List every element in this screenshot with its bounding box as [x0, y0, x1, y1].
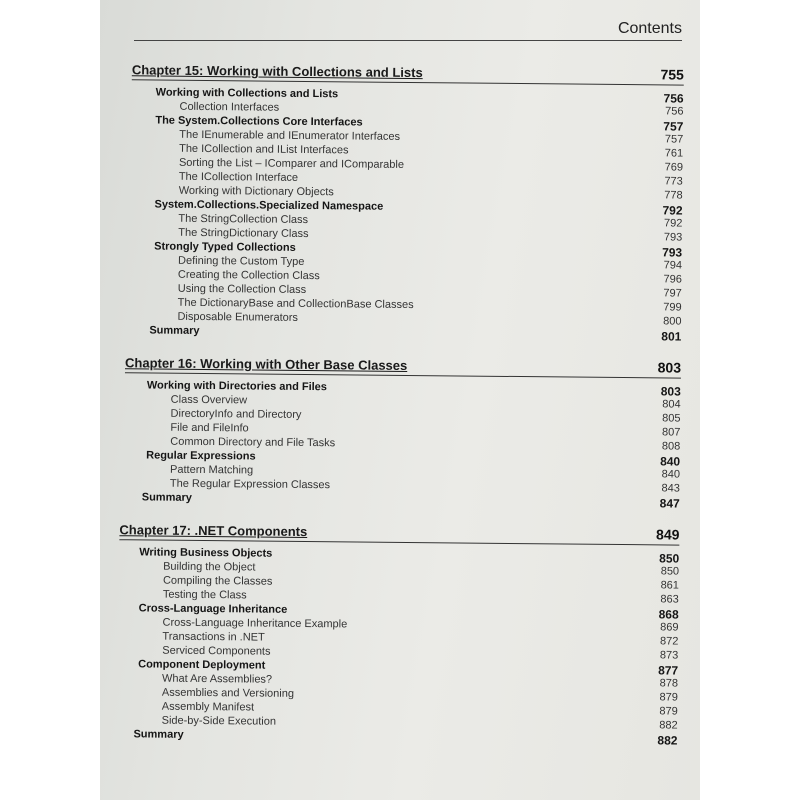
- entry-title: The System.Collections Core Interfaces: [155, 114, 363, 129]
- entry-page-number: 861: [660, 579, 680, 592]
- entry-page-number: 847: [659, 496, 680, 511]
- entry-page-number: 757: [664, 133, 684, 146]
- entry-title: The Regular Expression Classes: [169, 477, 331, 492]
- entry-page-number: 807: [662, 426, 681, 439]
- entry-title: System.Collections.Specialized Namespace: [154, 198, 384, 213]
- entry-page-number: 879: [659, 705, 678, 718]
- entry-title: Disposable Enumerators: [177, 310, 299, 324]
- chapter-title: Chapter 17: .NET Components: [119, 522, 308, 540]
- entry-page-number: 882: [657, 733, 678, 748]
- entry-page-number: 869: [660, 621, 679, 634]
- chapter-block: [100, 517, 696, 760]
- chapter-block: [100, 350, 697, 523]
- entry-title: The DictionaryBase and CollectionBase Classes: [177, 296, 414, 312]
- entry-title: The StringCollection Class: [178, 212, 309, 227]
- entry-title: Summary: [149, 324, 200, 337]
- entry-title: Testing the Class: [162, 588, 247, 602]
- chapter-page-number: 849: [656, 526, 680, 543]
- entry-page-number: 877: [658, 663, 679, 678]
- entry-title: Assemblies and Versioning: [161, 686, 295, 700]
- entry-title: Working with Directories and Files: [146, 379, 328, 394]
- entry-page-number: 792: [662, 203, 683, 218]
- entry-title: Writing Business Objects: [139, 546, 273, 560]
- entry-page-number: 769: [664, 161, 684, 174]
- entry-title: Defining the Custom Type: [177, 254, 305, 268]
- entry-title: The IEnumerable and IEnumerator Interfaces: [179, 128, 401, 143]
- entry-page-number: 850: [660, 565, 680, 578]
- entry-title: File and FileInfo: [170, 421, 249, 435]
- entry-page-number: 805: [662, 412, 681, 425]
- entry-page-number: 878: [659, 677, 679, 690]
- entry-page-number: 796: [663, 273, 682, 286]
- entry-page-number: 840: [660, 454, 681, 469]
- entry-page-number: 756: [665, 105, 684, 118]
- entry-title: Compiling the Classes: [162, 574, 273, 588]
- entry-title: Creating the Collection Class: [177, 268, 320, 283]
- entry-page-number: 873: [659, 649, 679, 662]
- entry-title: The ICollection and IList Interfaces: [179, 142, 349, 157]
- entry-title: Collection Interfaces: [179, 100, 280, 114]
- entry-page-number: 872: [659, 635, 679, 648]
- entry-page-number: 761: [664, 147, 684, 160]
- entry-title: Class Overview: [170, 393, 248, 407]
- entry-title: Using the Collection Class: [177, 282, 307, 296]
- entry-page-number: 808: [661, 440, 681, 453]
- entry-page-number: 843: [661, 482, 680, 495]
- entry-title: Common Directory and File Tasks: [170, 435, 336, 450]
- entry-title: Side-by-Side Execution: [161, 714, 277, 728]
- entry-page-number: 773: [664, 175, 683, 188]
- chapter-title: Chapter 16: Working with Other Base Classes: [124, 355, 408, 373]
- entry-title: Pattern Matching: [169, 463, 254, 477]
- entry-page-number: 778: [664, 189, 683, 202]
- chapter-title: Chapter 15: Working with Collections and Lists: [131, 62, 423, 81]
- entry-title: Cross-Language Inheritance: [138, 602, 288, 616]
- entry-title: Transactions in .NET: [162, 630, 265, 644]
- entry-title: What Are Assemblies?: [161, 672, 273, 686]
- entry-page-number: 850: [659, 551, 680, 566]
- entry-title: Strongly Typed Collections: [154, 240, 296, 254]
- entry-title: Cross-Language Inheritance Example: [162, 616, 348, 631]
- book-page: [100, 0, 700, 800]
- entry-title: Regular Expressions: [146, 449, 256, 463]
- entry-page-number: 863: [660, 593, 679, 606]
- entry-page-number: 800: [663, 315, 682, 328]
- entry-page-number: 757: [663, 119, 684, 134]
- entry-page-number: 801: [661, 329, 682, 344]
- entry-title: Assembly Manifest: [161, 700, 255, 714]
- chapter-block: [100, 57, 700, 356]
- entry-page-number: 879: [659, 691, 678, 704]
- entry-page-number: 793: [663, 231, 683, 244]
- entry-title: The ICollection Interface: [178, 170, 299, 184]
- chapter-page-number: 803: [657, 359, 682, 376]
- entry-title: Sorting the List – IComparer and IComparable: [178, 156, 405, 171]
- entry-title: The StringDictionary Class: [178, 226, 309, 241]
- entry-page-number: 840: [661, 468, 681, 481]
- entry-page-number: 793: [662, 245, 683, 260]
- entry-page-number: 756: [663, 91, 684, 106]
- entry-page-number: 792: [664, 217, 683, 230]
- entry-page-number: 803: [660, 384, 681, 399]
- entry-title: Building the Object: [163, 560, 256, 574]
- entry-page-number: 794: [663, 259, 683, 272]
- entry-page-number: 882: [659, 719, 678, 732]
- header-rule: [134, 40, 682, 41]
- table-of-contents: [100, 57, 700, 760]
- entry-title: Summary: [141, 491, 192, 504]
- chapter-page-number: 755: [660, 66, 684, 83]
- entry-page-number: 797: [663, 287, 682, 300]
- entry-page-number: 868: [658, 607, 679, 622]
- entry-title: Component Deployment: [138, 658, 266, 672]
- entry-title: Working with Collections and Lists: [155, 86, 339, 101]
- entry-page-number: 804: [662, 398, 681, 411]
- running-head: Contents: [617, 20, 682, 37]
- entry-title: Serviced Components: [162, 644, 271, 658]
- entry-title: DirectoryInfo and Directory: [170, 407, 302, 421]
- entry-page-number: 799: [663, 301, 682, 314]
- entry-title: Working with Dictionary Objects: [178, 184, 334, 199]
- entry-title: Summary: [133, 728, 184, 741]
